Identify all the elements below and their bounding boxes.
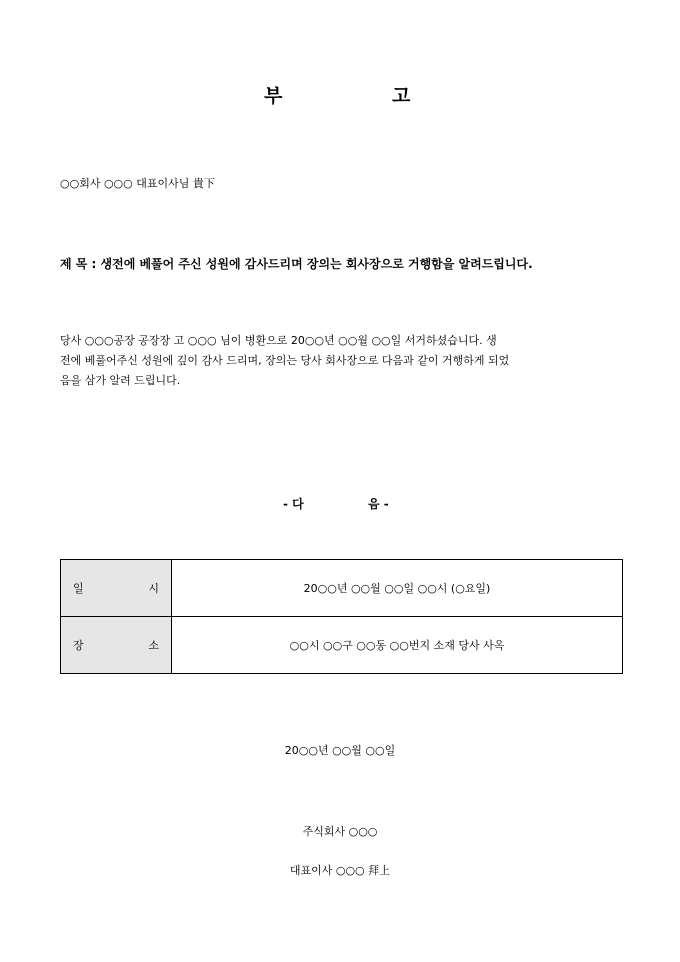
body-line-1: 당사 ○○○공장 공장장 고 ○○○ 님이 병환으로 20○○년 ○○월 ○○일 서거하셨습니다. 생	[60, 334, 497, 347]
place-label-a: 장	[73, 639, 84, 652]
body-line-3: 음을 삼가 알려 드립니다.	[60, 374, 181, 387]
datetime-label-b: 시	[148, 582, 159, 595]
title-char-2: 고	[392, 85, 411, 107]
datetime-label	[61, 560, 172, 617]
table-row-place	[61, 617, 623, 674]
document-title	[0, 84, 680, 108]
title-char-1: 부	[264, 85, 283, 107]
datetime-value: 20○○년 ○○월 ○○일 ○○시 (○요일)	[172, 560, 623, 617]
signature-line: 대표이사 ○○○ 拜上	[289, 864, 391, 877]
place-label	[61, 617, 172, 674]
body-line-2: 전에 베풀어주신 성원에 깊이 감사 드리며, 장의는 당사 회사장으로 다음과 같이 거행하게 되었	[60, 354, 510, 367]
recipient-line: ○○회사 ○○○ 대표이사님 貴下	[60, 177, 215, 190]
details-heading-left: - 다	[283, 497, 304, 511]
details-heading-right: 음 -	[368, 497, 389, 511]
body-paragraph	[60, 331, 622, 391]
details-table	[60, 559, 623, 674]
datetime-label-a: 일	[73, 582, 84, 595]
subject-line: 제 목 : 생전에 베풀어 주신 성원에 감사드리며 장의는 회사장으로 거행함을 알려드립니다.	[60, 257, 533, 271]
details-heading	[0, 495, 680, 513]
issue-date: 20○○년 ○○월 ○○일	[284, 744, 396, 757]
place-value: ○○시 ○○구 ○○동 ○○번지 소재 당사 사옥	[172, 617, 623, 674]
table-row-datetime	[61, 560, 623, 617]
place-label-b: 소	[148, 639, 159, 652]
company-name: 주식회사 ○○○	[302, 825, 378, 838]
